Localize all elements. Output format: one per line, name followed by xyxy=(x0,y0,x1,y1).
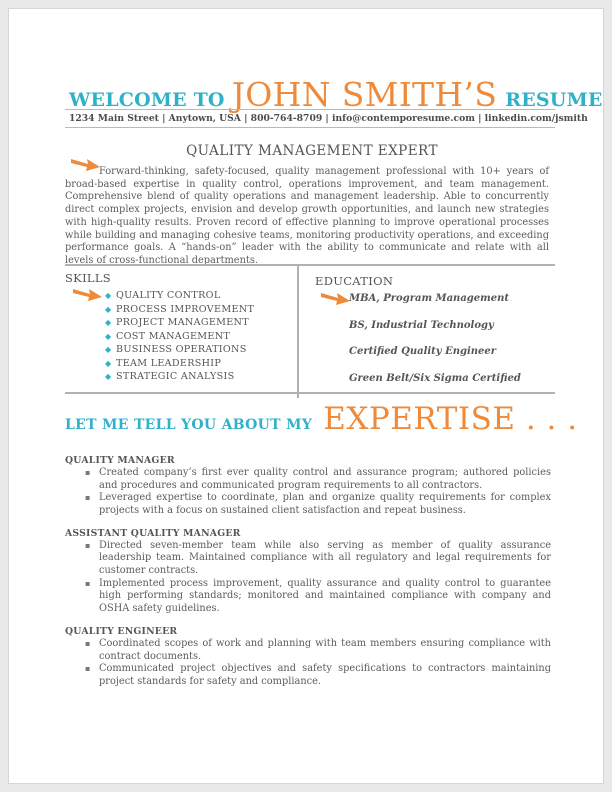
education-item: Green Belt/Six Sigma Certified xyxy=(349,372,521,384)
list-item: ▪ Leveraged expertise to coordinate, plan and organize quality requirements for complex projects with a focus on sustained client satisfaction and repeat business. xyxy=(85,492,551,516)
education-item: Certified Quality Engineer xyxy=(349,346,497,357)
job-title: QUALITY MANAGER xyxy=(65,455,175,466)
skill-item: ◆ QUALITY CONTROL xyxy=(105,290,221,301)
diamond-bullet-icon: ◆ xyxy=(105,358,112,368)
square-bullet-icon: ▪ xyxy=(85,493,91,503)
column-divider xyxy=(297,266,299,398)
diamond-bullet-icon: ◆ xyxy=(105,331,112,341)
diamond-bullet-icon: ◆ xyxy=(105,291,112,300)
skill-item: ◆ COST MANAGEMENT xyxy=(105,330,231,342)
list-item: ▪ Directed seven-member team while also serving as member of quality assurance leadership team. Maintained compliance with all regulatory and legal requirements for customer contracts. xyxy=(85,539,551,577)
diamond-bullet-icon: ◆ xyxy=(105,304,112,314)
header-rule-bottom xyxy=(65,127,555,128)
job-bullets xyxy=(65,467,551,517)
list-item: ▪ Created company’s first ever quality control and assurance program; authored policies and procedures and communicated program requirements to all contractors. xyxy=(85,467,551,491)
diamond-bullet-icon: ◆ xyxy=(105,318,112,327)
candidate-name: JOHN SMITH’S xyxy=(231,75,498,114)
square-bullet-icon: ▪ xyxy=(85,468,91,477)
resume-word: RESUME xyxy=(505,89,603,111)
skill-item: ◆ BUSINESS OPERATIONS xyxy=(105,344,247,355)
summary-paragraph: Forward-thinking, safety-focused, quality management professional with 10+ years of broad-based expertise in quality control, operations improvement, and team management. Comprehensive blend of quality operations and management leadership. Able to concurrently direct complex projects, envision and develop growth opportunities, and launch new strategies with high-quality results. Proven record of effective planning to improve operational processes while building and managing cohesive teams, monitoring productivity operations, and exceeding performance goals. A “hands-on” leader with the ability to communicate and relate with all levels of cross-functional departments. xyxy=(65,166,549,266)
education-list xyxy=(349,291,549,397)
diamond-bullet-icon: ◆ xyxy=(105,372,112,381)
diamond-bullet-icon: ◆ xyxy=(105,345,112,354)
resume-page xyxy=(8,8,604,784)
job-title: ASSISTANT QUALITY MANAGER xyxy=(65,527,241,539)
expertise-headline xyxy=(65,401,578,437)
list-item: ▪ Coordinated scopes of work and planning with team members ensuring compliance with contract documents. xyxy=(85,637,551,662)
square-bullet-icon: ▪ xyxy=(85,638,91,648)
education-item: MBA, Program Management xyxy=(349,293,509,304)
job-entry xyxy=(65,626,551,688)
job-entry xyxy=(65,455,551,517)
welcome-text: WELCOME TO xyxy=(69,89,225,111)
job-title: QUALITY ENGINEER xyxy=(65,625,178,637)
skills-list xyxy=(105,289,307,384)
square-bullet-icon: ▪ xyxy=(85,664,91,674)
square-bullet-icon: ▪ xyxy=(85,540,91,550)
skill-item: ◆ TEAM LEADERSHIP xyxy=(105,357,222,369)
professional-title: QUALITY MANAGEMENT EXPERT xyxy=(186,143,438,159)
header-title xyxy=(69,75,603,117)
expertise-word: EXPERTISE . . . xyxy=(323,401,578,437)
skills-heading: SKILLS xyxy=(65,271,111,285)
job-bullets xyxy=(65,540,551,616)
arrow-pointer-icon xyxy=(73,284,103,302)
skill-item: ◆ PROCESS IMPROVEMENT xyxy=(105,303,255,315)
list-item: ▪ Communicated project objectives and safety specifications to contractors maintaining project standards for safety and compliance. xyxy=(85,663,551,687)
section-rule-bottom xyxy=(65,392,555,394)
square-bullet-icon: ▪ xyxy=(85,578,91,588)
list-item: ▪ Implemented process improvement, quality assurance and quality control to guarantee high performing standards; monitored and maintained compliance with company and OSHA safety guidelines. xyxy=(85,577,551,614)
section-rule-top xyxy=(65,264,555,266)
skill-item: ◆ PROJECT MANAGEMENT xyxy=(105,317,249,328)
experience-section xyxy=(65,455,551,699)
arrow-pointer-icon xyxy=(321,288,351,306)
education-item: BS, Industrial Technology xyxy=(349,319,494,331)
skill-item: ◆ STRATEGIC ANALYSIS xyxy=(105,371,235,382)
job-entry xyxy=(65,528,551,616)
expertise-lead: LET ME TELL YOU ABOUT MY xyxy=(65,417,313,433)
contact-line: 1234 Main Street | Anytown, USA | 800-764-8709 | info@contemporesume.com | linkedin.com/jsmith xyxy=(69,113,588,124)
job-bullets xyxy=(65,638,551,688)
header-rule-top xyxy=(65,109,555,110)
education-heading: EDUCATION xyxy=(315,274,394,288)
